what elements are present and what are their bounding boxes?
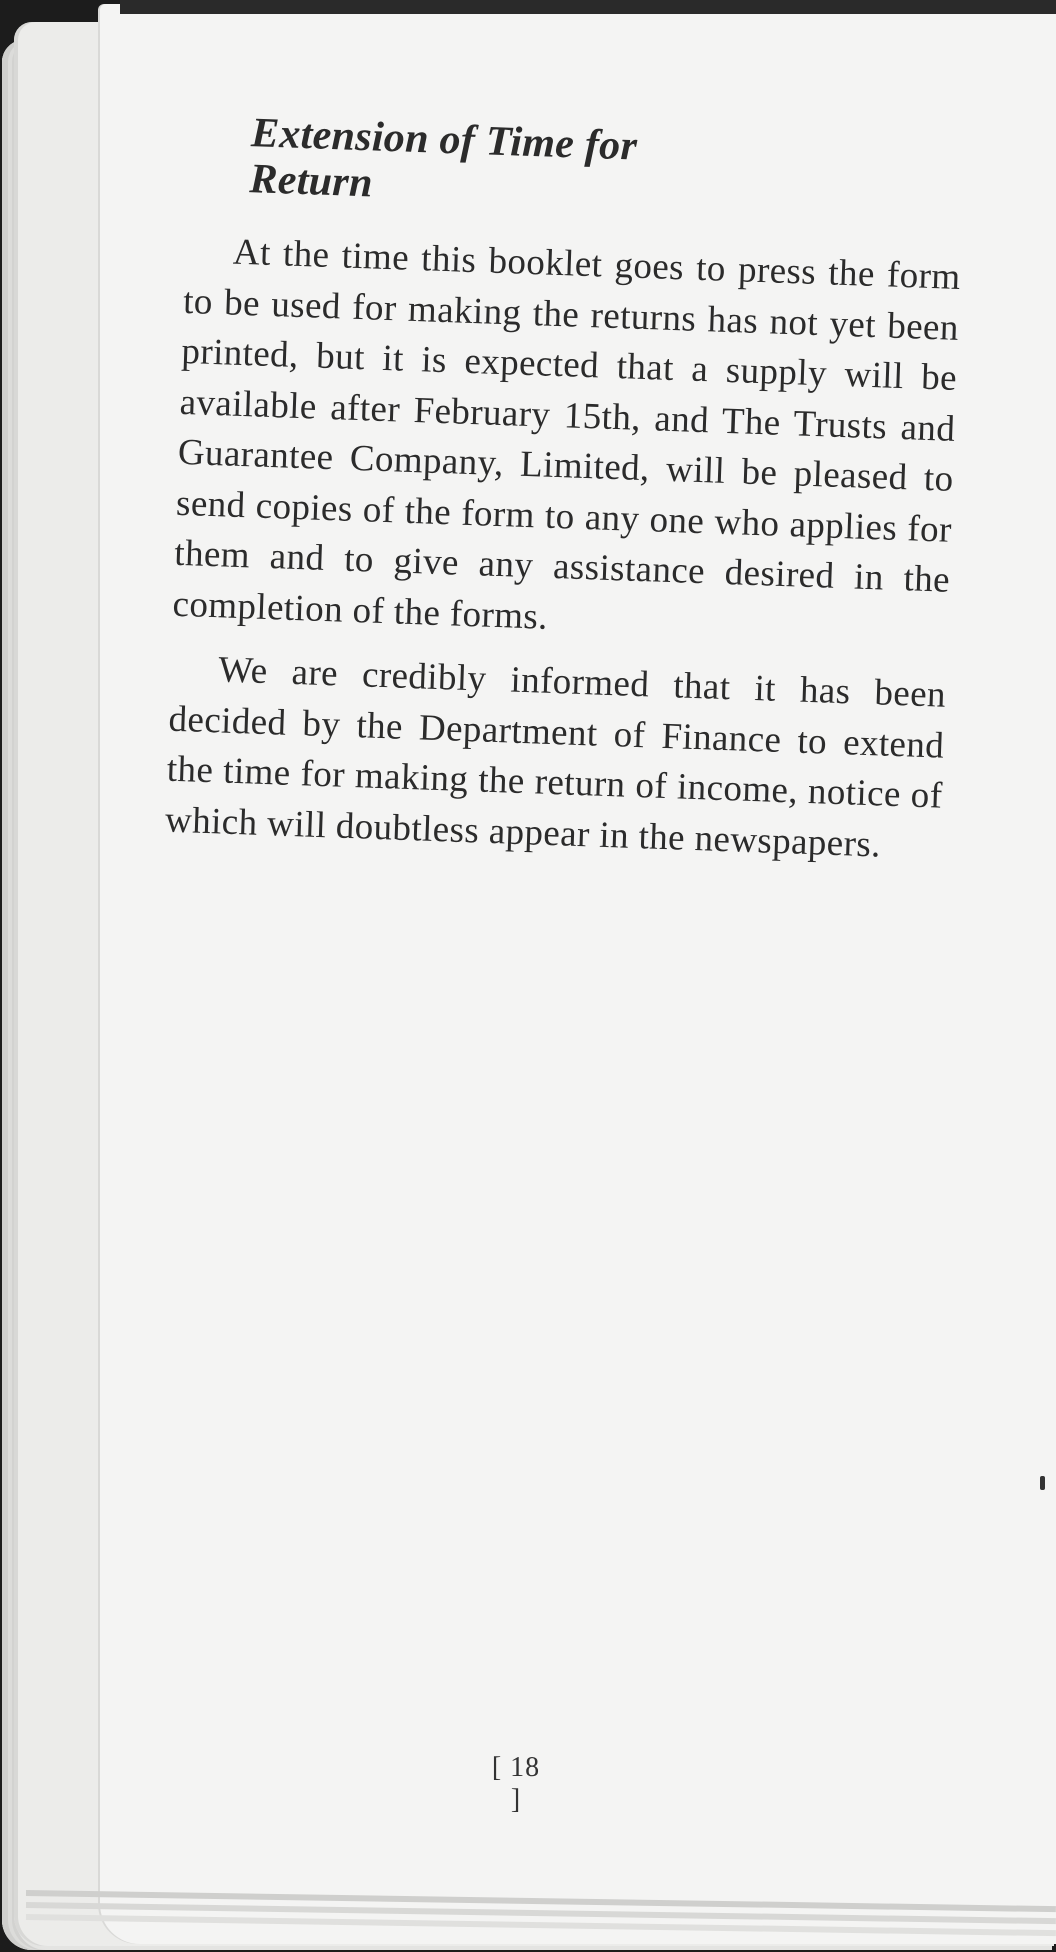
- scan-speck: [1040, 1476, 1045, 1490]
- section-heading: Extension of Time for Return: [248, 110, 638, 207]
- top-shadow: [120, 0, 1056, 14]
- page-number: [ 18 ]: [491, 1752, 541, 1815]
- paragraph: At the time this booklet goes to press the form to be used for making the returns has not yet been printed, but it is expected that a supply will be available after February 15th, and The Trusts and Guarantee Company, Limited, will be pleased to send copies of the form to any one who applies for them and to give any assistance desired in the completion of the forms.: [171, 231, 962, 638]
- page-text: [164, 108, 966, 887]
- paragraph: We are credibly informed that it has been decided by the Department of Finance to extend the time for making the return of income, notice of which will doubtless appear in the newspapers.: [164, 649, 947, 866]
